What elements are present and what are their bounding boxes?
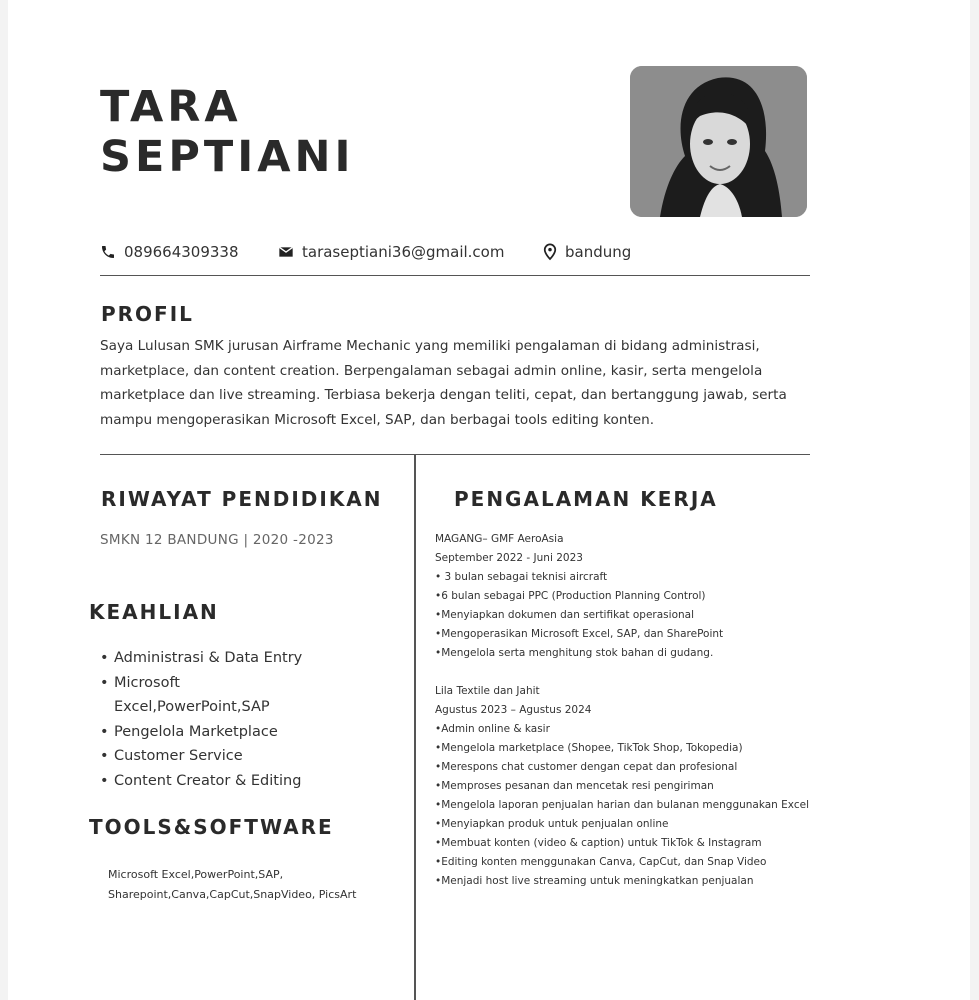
contact-email (278, 243, 504, 261)
email-icon (278, 244, 294, 260)
list-item: • 3 bulan sebagai teknisi aircraft (435, 571, 608, 583)
profil-heading: PROFIL (101, 302, 194, 326)
list-item: •Mengelola serta menghitung stok bahan di gudang. (435, 647, 714, 659)
profil-divider (100, 454, 810, 455)
list-item: •Membuat konten (video & caption) untuk TikTok & Instagram (435, 837, 762, 849)
pengalaman-list (435, 530, 875, 891)
list-item: •6 bulan sebagai PPC (Production Planning Control) (435, 590, 706, 602)
candidate-name (100, 82, 354, 182)
keahlian-heading: KEAHLIAN (89, 600, 219, 624)
job-spacer (435, 663, 875, 682)
list-item: •Menyiapkan dokumen dan sertifikat operasional (435, 609, 694, 621)
job-title: Lila Textile dan Jahit (435, 685, 540, 697)
contact-phone (100, 243, 239, 261)
list-item: •Admin online & kasir (435, 723, 550, 735)
list-item: •Mengoperasikan Microsoft Excel, SAP, dan SharePoint (435, 628, 724, 640)
list-item: • Content Creator & Editing (98, 769, 302, 794)
email-address: taraseptiani36@gmail.com (302, 243, 505, 261)
first-name: TARA (100, 82, 242, 132)
keahlian-list (98, 646, 302, 793)
resume-page (8, 0, 970, 1000)
last-name: SEPTIANI (100, 132, 355, 182)
job-period: September 2022 - Juni 2023 (435, 552, 583, 564)
list-item: •Mengelola marketplace (Shopee, TikTok Shop, Tokopedia) (435, 742, 743, 754)
location-pin-icon (543, 243, 557, 261)
pendidikan-heading: RIWAYAT PENDIDIKAN (101, 487, 383, 511)
column-divider (414, 455, 416, 1000)
list-item: • Microsoft Excel,PowerPoint,SAP (98, 671, 299, 720)
list-item: •Editing konten menggunakan Canva, CapCut, dan Snap Video (435, 856, 767, 868)
contact-divider (100, 275, 810, 276)
list-item: •Merespons chat customer dengan cepat dan profesional (435, 761, 738, 773)
list-item: • Customer Service (98, 744, 302, 769)
phone-icon (100, 244, 116, 260)
profile-photo (630, 66, 807, 217)
list-item: •Mengelola laporan penjualan harian dan bulanan menggunakan Excel (435, 799, 809, 811)
portrait-illustration (630, 66, 807, 217)
pendidikan-entry: SMKN 12 BANDUNG | 2020 -2023 (100, 532, 334, 548)
list-item: • Administrasi & Data Entry (98, 646, 302, 671)
job-title: MAGANG– GMF AeroAsia (435, 533, 564, 545)
list-item: • Pengelola Marketplace (98, 720, 302, 745)
list-item: •Memproses pesanan dan mencetak resi pengiriman (435, 780, 714, 792)
contact-location (543, 243, 631, 261)
profil-text: Saya Lulusan SMK jurusan Airframe Mechanic yang memiliki pengalaman di bidang administrasi, marketplace, dan content creation. Berpengalaman sebagai admin online, kasir, serta mengelola marketplace dan live streaming. Terbiasa bekerja dengan teliti, cepat, dan bertanggung jawab, serta mampu mengoperasikan Microsoft Excel, SAP, dan berbagai tools editing konten. (100, 338, 787, 428)
tools-heading: TOOLS&SOFTWARE (89, 815, 334, 839)
job-period: Agustus 2023 – Agustus 2024 (435, 704, 592, 716)
location-text: bandung (565, 243, 632, 261)
tools-text: Microsoft Excel,PowerPoint,SAP, Sharepoint,Canva,CapCut,SnapVideo, PicsArt (108, 868, 357, 901)
list-item: •Menjadi host live streaming untuk meningkatkan penjualan (435, 875, 754, 887)
pengalaman-heading: PENGALAMAN KERJA (454, 487, 718, 511)
phone-number: 089664309338 (124, 243, 239, 261)
list-item: •Menyiapkan produk untuk penjualan online (435, 818, 669, 830)
